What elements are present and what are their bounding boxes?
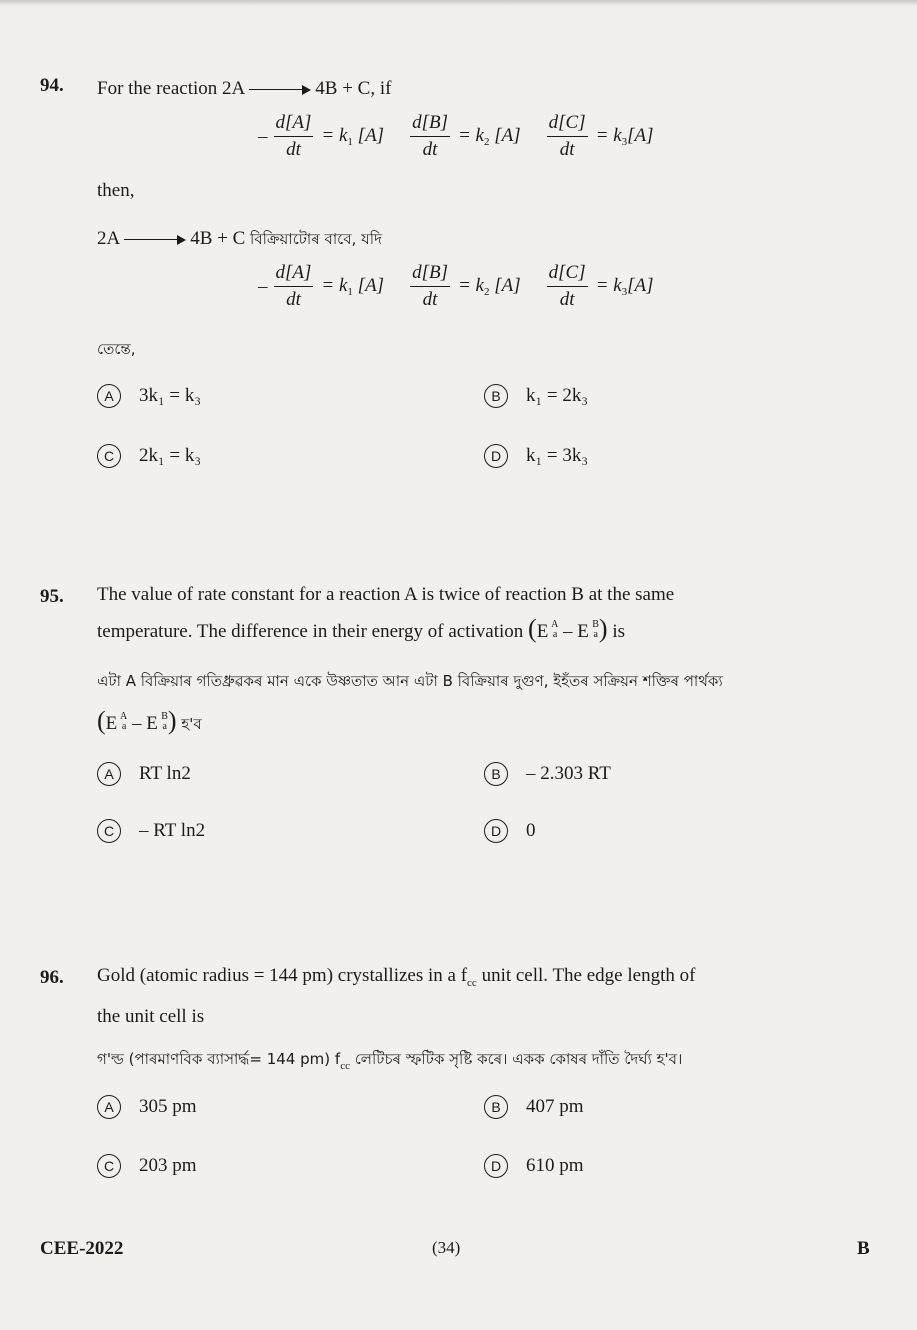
reaction-arrow-icon	[124, 230, 186, 249]
top-edge-shadow	[0, 0, 917, 6]
option-d[interactable]: D k₁ = 3k₃	[484, 444, 588, 468]
option-d[interactable]: D 610 pm	[484, 1154, 584, 1178]
question-stem-en-2: temperature. The difference in their energy of activation (E A a – E B a ) is	[97, 612, 872, 649]
energy-b: E B a	[577, 619, 599, 642]
rate-equations-en	[258, 112, 676, 161]
option-letter-icon: D	[484, 1154, 508, 1178]
option-letter-icon: B	[484, 384, 508, 408]
option-b[interactable]: B 407 pm	[484, 1095, 584, 1119]
rate-eq-a: – $\frac{d[A]}{dt}$ = $k_1$ [A]	[258, 112, 385, 160]
energy-a: E A a	[536, 619, 559, 642]
option-letter-icon: A	[97, 1095, 121, 1119]
question-number: 95.	[40, 586, 64, 607]
fraction: $\frac{d[A]}{dt}$	[275, 112, 312, 160]
question-body	[97, 959, 872, 1034]
question-number: 96.	[40, 967, 64, 988]
stem-as-text: বিক্ৰিয়াটোৰ বাবে, যদি	[250, 230, 382, 248]
then-as: তেন্তে,	[97, 340, 136, 358]
option-a[interactable]: A 3k₁ = k₃	[97, 384, 201, 408]
stem-intro: For the reaction	[97, 78, 218, 99]
option-letter-icon: C	[97, 444, 121, 468]
question-stem-en-1: Gold (atomic radius = 144 pm) crystallizes in a $f_{cc}$ unit cell. The edge length of	[97, 965, 696, 989]
option-letter-icon: A	[97, 762, 121, 786]
question-stem-as-1: এটা A বিক্ৰিয়াৰ গতিধ্ৰুৱকৰ মান একে উষ্ণতাত আন এটা B বিক্ৰিয়াৰ দুগুণ, ইহঁতৰ সক্ৰিয়ন শক্তিৰ পাৰ্থক্য	[97, 672, 723, 690]
question-body	[97, 578, 872, 649]
stem-if: , if	[370, 78, 392, 99]
reaction-arrow-icon	[249, 80, 311, 99]
option-letter-icon: D	[484, 444, 508, 468]
question-stem-as-2: (E A a – E B a ) হ'ব	[97, 706, 202, 735]
option-letter-icon: A	[97, 384, 121, 408]
question-stem-en-1: The value of rate constant for a reaction A is twice of reaction B at the same	[97, 584, 675, 605]
option-letter-icon: C	[97, 1154, 121, 1178]
option-a[interactable]: A RT ln2	[97, 762, 191, 786]
option-b[interactable]: B k₁ = 2k₃	[484, 384, 588, 408]
option-letter-icon: C	[97, 819, 121, 843]
question-stem-as: 2A 4B + C বিক্ৰিয়াটোৰ বাবে, যদি	[97, 228, 382, 249]
option-c[interactable]: C 2k₁ = k₃	[97, 444, 201, 468]
option-letter-icon: B	[484, 1095, 508, 1119]
question-number: 94.	[40, 75, 64, 96]
reactant: 2A	[222, 78, 246, 99]
exam-code: CEE-2022	[40, 1238, 124, 1259]
option-letter-icon: B	[484, 762, 508, 786]
page-number: (34)	[432, 1238, 461, 1257]
then-en: then,	[97, 180, 135, 201]
option-a[interactable]: A 305 pm	[97, 1095, 197, 1119]
question-stem-en-2: the unit cell is	[97, 1005, 205, 1027]
rate-eq-c: $\frac{d[C]}{dt}$ = $k_3[A]$	[548, 112, 654, 160]
option-d[interactable]: D 0	[484, 819, 536, 843]
option-c[interactable]: C 203 pm	[97, 1154, 197, 1178]
question-body	[97, 72, 872, 106]
question-stem-en	[97, 72, 872, 106]
products: 4B + C	[315, 78, 371, 99]
option-c[interactable]: C – RT ln2	[97, 819, 205, 843]
option-b[interactable]: B – 2.303 RT	[484, 762, 611, 786]
rate-equations-as: – $\frac{d[A]}{dt}$ = $k_1$ [A] $\frac{d[B]}{dt}$ = $k_2$ [A] $\frac{d[C]}{dt}$ = $k_3[A]$	[258, 262, 654, 310]
booklet-series: B	[857, 1238, 870, 1259]
question-stem-as: গ'ল্ড (পাৰমাণবিক ব্যাসাৰ্দ্ধ= 144 pm) $f_{cc}$ লেটিচৰ স্ফটিক সৃষ্টি কৰে। একক কোষৰ দাঁতি দৈৰ্ঘ্য হ'ব।	[97, 1050, 683, 1072]
option-letter-icon: D	[484, 819, 508, 843]
rate-eq-b: $\frac{d[B]}{dt}$ = $k_2$ [A]	[412, 112, 521, 160]
